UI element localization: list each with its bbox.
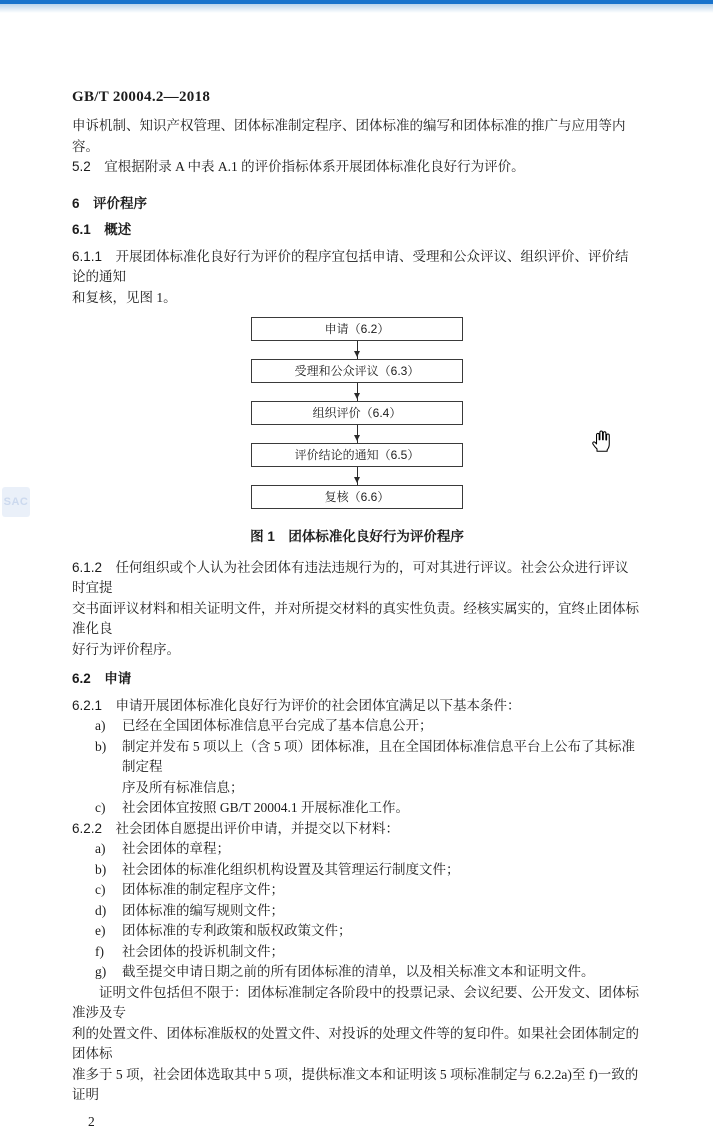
down-arrow-icon bbox=[357, 467, 358, 485]
text-line: 和复核，见图 1。 bbox=[72, 288, 642, 309]
text-line: 社会团体宜按照 GB/T 20004.1 开展标准化工作。 bbox=[122, 798, 642, 819]
document-page-canvas[interactable] bbox=[72, 86, 642, 1132]
list-item bbox=[72, 942, 642, 963]
text-line: 团体标准的制定程序文件； bbox=[122, 880, 642, 901]
text-line: 团体标准的专利政策和版权政策文件； bbox=[122, 921, 642, 942]
evaluation-procedure-flowchart bbox=[251, 317, 463, 509]
list-item bbox=[72, 880, 642, 901]
list-marker: f) bbox=[95, 942, 104, 963]
list-marker: c) bbox=[95, 798, 106, 819]
text-line: 好行为评价程序。 bbox=[72, 640, 642, 661]
list-marker: a) bbox=[95, 839, 106, 860]
list-item bbox=[72, 962, 642, 983]
text-line: 准多于 5 项，社会团体选取其中 5 项，提供标准文本和证明该 5 项标准制定与 6.2.2a)至 f)一致的证明 bbox=[72, 1065, 642, 1106]
paragraph bbox=[72, 819, 642, 840]
top-accent-fade bbox=[0, 4, 713, 13]
text-line: 6.1.1 开展团体标准化良好行为评价的程序宜包括申请、受理和公众评议、组织评价、评价结论的通知 bbox=[72, 247, 642, 288]
flowchart-step: 申请（6.2） bbox=[251, 317, 463, 341]
section-heading: 6.1 概述 bbox=[72, 220, 642, 241]
grab-hand-cursor bbox=[590, 428, 613, 453]
list-item bbox=[72, 716, 642, 737]
clause-number: 5.2 bbox=[72, 159, 91, 174]
list-marker: c) bbox=[95, 880, 106, 901]
paragraph bbox=[72, 696, 642, 717]
clause-number: 6.1.2 bbox=[72, 560, 102, 575]
text-line: 利的处置文件、团体标准版权的处置文件、对投诉的处理文件等的复印件。如果社会团体制定的团体标 bbox=[72, 1024, 642, 1065]
clause-number: 6.2.2 bbox=[72, 821, 102, 836]
paragraph bbox=[72, 116, 642, 157]
down-arrow-icon bbox=[357, 425, 358, 443]
paragraph bbox=[72, 247, 642, 309]
section-heading: 6.2 申请 bbox=[72, 669, 642, 690]
down-arrow-icon bbox=[357, 341, 358, 359]
paragraph bbox=[72, 157, 642, 178]
text-line: 6.2.2 社会团体自愿提出评价申请，并提交以下材料： bbox=[72, 819, 642, 840]
list-marker: g) bbox=[95, 962, 106, 983]
text-line: 社会团体的标准化组织机构设置及其管理运行制度文件； bbox=[122, 860, 642, 881]
text-line: 申诉机制、知识产权管理、团体标准制定程序、团体标准的编写和团体标准的推广与应用等内容。 bbox=[72, 116, 642, 157]
standard-number: GB/T 20004.2—2018 bbox=[72, 86, 642, 108]
list-item bbox=[72, 737, 642, 799]
flowchart-step: 评价结论的通知（6.5） bbox=[251, 443, 463, 467]
list-marker: d) bbox=[95, 901, 106, 922]
list-item bbox=[72, 860, 642, 881]
text-line: 序及所有标准信息； bbox=[122, 778, 642, 799]
list-item bbox=[72, 798, 642, 819]
text-line: 5.2 宜根据附录 A 中表 A.1 的评价指标体系开展团体标准化良好行为评价。 bbox=[72, 157, 642, 178]
text-line: 已经在全国团体标准信息平台完成了基本信息公开； bbox=[122, 716, 642, 737]
list-marker: b) bbox=[95, 737, 106, 758]
clause-number: 6.1.1 bbox=[72, 249, 102, 264]
list-item bbox=[72, 921, 642, 942]
text-line: 社会团体的投诉机制文件； bbox=[122, 942, 642, 963]
text-line: 团体标准的编写规则文件； bbox=[122, 901, 642, 922]
flowchart-step: 复核（6.6） bbox=[251, 485, 463, 509]
page-number: 2 bbox=[72, 1112, 642, 1132]
clause-number: 6.2.1 bbox=[72, 698, 102, 713]
text-line: 制定并发布 5 项以上（含 5 项）团体标准，且在全国团体标准信息平台上公布了其标准制定程 bbox=[122, 737, 642, 778]
list-marker: b) bbox=[95, 860, 106, 881]
list-marker: e) bbox=[95, 921, 106, 942]
text-line: 社会团体的章程； bbox=[122, 839, 642, 860]
list-item bbox=[72, 901, 642, 922]
text-line: 交书面评议材料和相关证明文件，并对所提交材料的真实性负责。经核实属实的，宜终止团体标准化良 bbox=[72, 599, 642, 640]
flowchart-step: 受理和公众评议（6.3） bbox=[251, 359, 463, 383]
down-arrow-icon bbox=[357, 383, 358, 401]
text-line: 6.1.2 任何组织或个人认为社会团体有违法违规行为的，可对其进行评议。社会公众进行评议时宜提 bbox=[72, 558, 642, 599]
section-heading: 6 评价程序 bbox=[72, 194, 642, 215]
figure-caption: 图 1 团体标准化良好行为评价程序 bbox=[72, 527, 642, 548]
sac-watermark: SAC bbox=[2, 487, 30, 517]
text-line: 6.2.1 申请开展团体标准化良好行为评价的社会团体宜满足以下基本条件： bbox=[72, 696, 642, 717]
text-line: 证明文件包括但不限于：团体标准制定各阶段中的投票记录、会议纪要、公开发文、团体标准涉及专 bbox=[72, 983, 642, 1024]
list-item bbox=[72, 839, 642, 860]
flowchart-step: 组织评价（6.4） bbox=[251, 401, 463, 425]
list-marker: a) bbox=[95, 716, 106, 737]
document-content bbox=[72, 116, 642, 1106]
text-line: 截至提交申请日期之前的所有团体标准的清单，以及相关标准文本和证明文件。 bbox=[122, 962, 642, 983]
paragraph bbox=[72, 558, 642, 661]
